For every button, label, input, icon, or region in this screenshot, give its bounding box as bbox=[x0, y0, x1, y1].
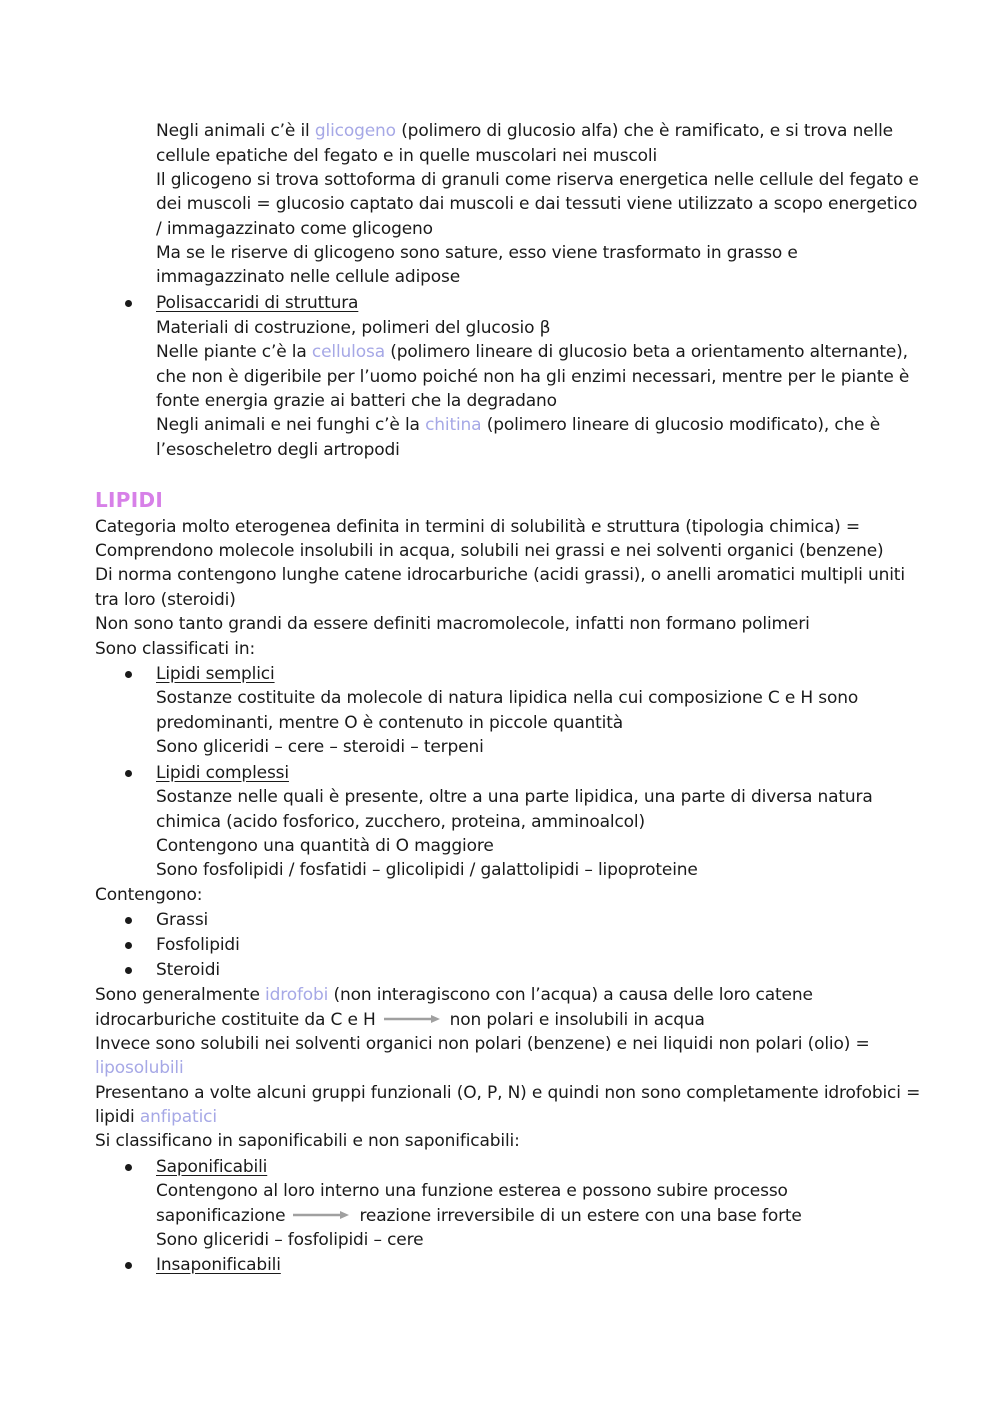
text-segment: Sono generalmente bbox=[95, 985, 266, 1005]
text-segment: Nelle piante c’è la bbox=[156, 342, 312, 362]
list-item-title: Saponificabili bbox=[156, 1157, 268, 1177]
list-item-title: Insaponificabili bbox=[156, 1255, 281, 1275]
text-line: fonte energia grazie ai batteri che la degradano bbox=[156, 391, 557, 411]
text-line: Si classificano in saponificabili e non saponificabili: bbox=[95, 1131, 520, 1151]
text-line: l’esoscheletro degli artropodi bbox=[156, 440, 400, 460]
text-segment: (polimero lineare di glucosio beta a orientamento alternante), bbox=[384, 342, 908, 362]
bullet-icon bbox=[125, 1262, 132, 1269]
text-line: Invece sono solubili nei solventi organici non polari (benzene) e nei liquidi non polari (olio) = bbox=[95, 1034, 870, 1054]
text-line bbox=[156, 1204, 802, 1228]
text-line: Presentano a volte alcuni gruppi funzionali (O, P, N) e quindi non sono completamente idrofobici = bbox=[95, 1083, 921, 1103]
text-segment: lipidi bbox=[95, 1107, 140, 1127]
text-segment: saponificazione bbox=[156, 1206, 286, 1226]
text-line: Comprendono molecole insolubili in acqua, solubili nei grassi e nei solventi organici (benzene) bbox=[95, 541, 884, 561]
text-segment: non polari e insolubili in acqua bbox=[449, 1010, 705, 1030]
list-item-title: Lipidi semplici bbox=[156, 664, 275, 684]
text-line: / immagazzinato come glicogeno bbox=[156, 219, 433, 239]
right-arrow-icon bbox=[291, 1210, 351, 1220]
text-line: Non sono tanto grandi da essere definiti macromolecole, infatti non formano polimeri bbox=[95, 614, 810, 634]
text-line: tra loro (steroidi) bbox=[95, 590, 236, 610]
text-segment: (non interagiscono con l’acqua) a causa delle loro catene bbox=[328, 985, 813, 1005]
text-segment: reazione irreversibile di un estere con una base forte bbox=[359, 1206, 802, 1226]
text-segment: idrocarburiche costituite da C e H bbox=[95, 1010, 376, 1030]
text-line: che non è digeribile per l’uomo poiché non ha gli enzimi necessari, mentre per le piante è bbox=[156, 367, 910, 387]
text-line: Sono classificati in: bbox=[95, 639, 256, 659]
text-line: Categoria molto eterogenea definita in termini di solubilità e struttura (tipologia chimica) = bbox=[95, 517, 860, 537]
highlighted-term: liposolubili bbox=[95, 1058, 184, 1078]
highlighted-term: anfipatici bbox=[139, 1107, 217, 1127]
text-line: chimica (acido fosforico, zucchero, proteina, amminoalcol) bbox=[156, 812, 645, 832]
section-heading: LIPIDI bbox=[95, 488, 164, 512]
text-line bbox=[95, 1105, 217, 1129]
text-line: Sono gliceridi – cere – steroidi – terpeni bbox=[156, 737, 484, 757]
text-segment: (polimero di glucosio alfa) che è ramificato, e si trova nelle bbox=[395, 121, 893, 141]
text-segment: Negli animali c’è il bbox=[156, 121, 315, 141]
text-line bbox=[95, 983, 813, 1007]
list-item: Steroidi bbox=[156, 960, 220, 980]
text-line: Sono gliceridi – fosfolipidi – cere bbox=[156, 1230, 424, 1250]
text-line: Contengono al loro interno una funzione esterea e possono subire processo bbox=[156, 1181, 788, 1201]
highlighted-term: glicogeno bbox=[314, 121, 396, 141]
bullet-icon bbox=[125, 942, 132, 949]
text-line: Sono fosfolipidi / fosfatidi – glicolipidi / galattolipidi – lipoproteine bbox=[156, 860, 698, 880]
right-arrow-icon bbox=[382, 1014, 442, 1024]
list-item-title: Lipidi complessi bbox=[156, 763, 289, 783]
text-segment: (polimero lineare di glucosio modificato), che è bbox=[481, 415, 881, 435]
highlighted-term: chitina bbox=[425, 415, 482, 435]
bullet-icon bbox=[125, 1164, 132, 1171]
highlighted-term: cellulosa bbox=[311, 342, 385, 362]
text-line: predominanti, mentre O è contenuto in piccole quantità bbox=[156, 713, 623, 733]
bullet-icon bbox=[125, 770, 132, 777]
list-item: Fosfolipidi bbox=[156, 935, 240, 955]
text-line: Contengono: bbox=[95, 885, 203, 905]
highlighted-term: idrofobi bbox=[265, 985, 329, 1005]
text-line bbox=[95, 1008, 705, 1032]
text-line: cellule epatiche del fegato e in quelle muscolari nei muscoli bbox=[156, 146, 658, 166]
text-line bbox=[156, 340, 908, 364]
bullet-icon bbox=[125, 300, 132, 307]
text-line: Sostanze costituite da molecole di natura lipidica nella cui composizione C e H sono bbox=[156, 688, 859, 708]
list-item: Grassi bbox=[156, 910, 209, 930]
text-line: Materiali di costruzione, polimeri del glucosio β bbox=[156, 318, 551, 338]
list-item-title: Polisaccaridi di struttura bbox=[156, 293, 359, 313]
text-line: Contengono una quantità di O maggiore bbox=[156, 836, 494, 856]
text-line: Di norma contengono lunghe catene idrocarburiche (acidi grassi), o anelli aromatici multipli uniti bbox=[95, 565, 905, 585]
text-line: immagazzinato nelle cellule adipose bbox=[156, 267, 461, 287]
bullet-icon bbox=[125, 917, 132, 924]
text-line: Ma se le riserve di glicogeno sono sature, esso viene trasformato in grasso e bbox=[156, 243, 798, 263]
bullet-icon bbox=[125, 671, 132, 678]
text-line bbox=[156, 413, 880, 437]
text-line: Sostanze nelle quali è presente, oltre a una parte lipidica, una parte di diversa natura bbox=[156, 787, 873, 807]
bullet-icon bbox=[125, 967, 132, 974]
text-line: dei muscoli = glucosio captato dai muscoli e dai tessuti viene utilizzato a scopo energetico bbox=[156, 194, 918, 214]
text-segment: Negli animali e nei funghi c’è la bbox=[156, 415, 426, 435]
text-line bbox=[156, 119, 893, 143]
text-line: Il glicogeno si trova sottoforma di granuli come riserva energetica nelle cellule del fegato e bbox=[156, 170, 919, 190]
